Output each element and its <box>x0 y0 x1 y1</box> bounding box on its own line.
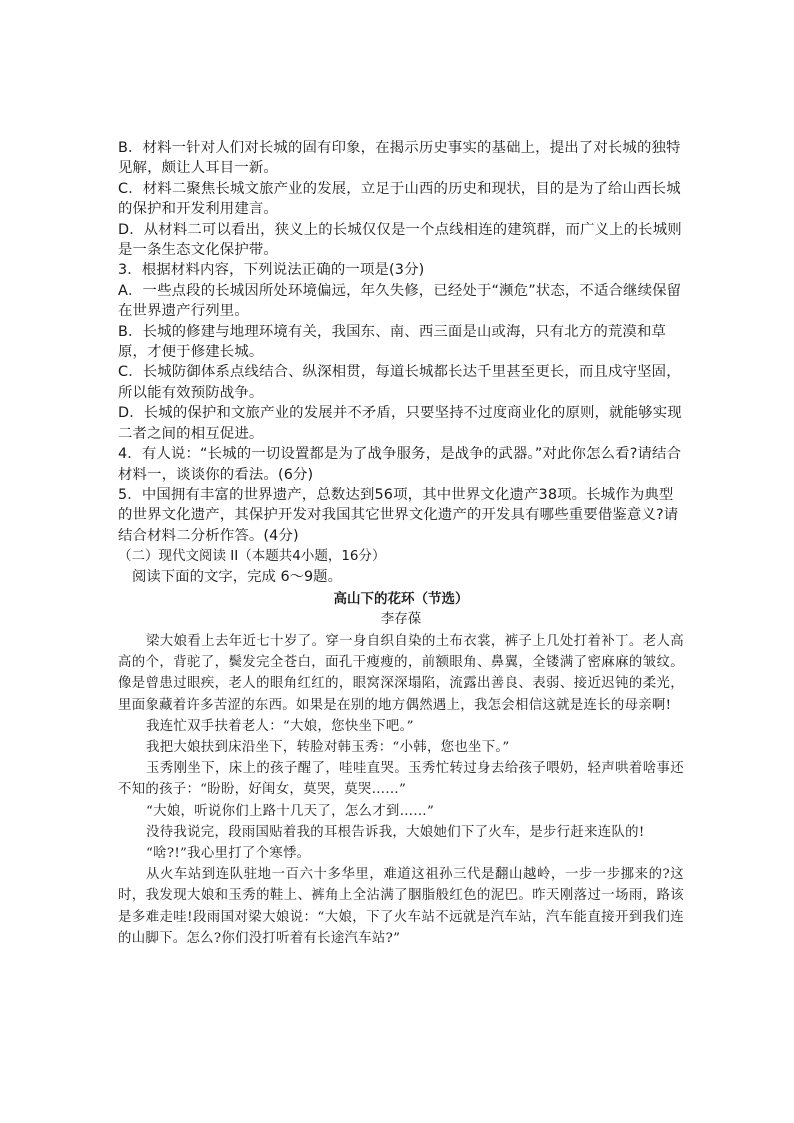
page-content <box>118 138 684 949</box>
story-paragraph: 从火车站到连队驻地一百六十多华里，难道这祖孙三代是翻山越岭，一步一步挪来的?这时，我发现大娘和玉秀的鞋上、裤角上全沾满了胭脂般红色的泥巴。昨天刚落过一场雨，路该是多难走哇!段雨国对梁大娘说：“大娘，下了火车站不远就是汽车站，汽车能直接开到我们连的山脚下。怎么?你们没打听着有长途汽车站?” <box>118 867 684 946</box>
q2-option-b: B．材料一针对人们对长城的固有印象，在揭示历史事实的基础上，提出了对长城的独特见解，颇让人耳目一新。 <box>118 140 681 177</box>
q3-option-d: D．长城的保护和文旅产业的发展并不矛盾，只要坚持不过度商业化的原则，就能够实现二者之间的相互促进。 <box>118 405 682 442</box>
q2-option-d: D．从材料二可以看出，狭义上的长城仅仅是一个点线相连的建筑群，而广义上的长城则是一条生态文化保护带。 <box>118 221 682 259</box>
story-paragraph: 玉秀刚坐下，床上的孩子醒了，哇哇直哭。玉秀忙转过身去给孩子喂奶，轻声哄着啥事还不知的孩子：“盼盼，好闺女，莫哭，莫哭……” <box>118 761 684 798</box>
question-5: 5．中国拥有丰富的世界遗产，总数达到56项，其中世界文化遗产38项。长城作为典型的世界文化遗产，其保护开发对我国其它世界文化遗产的开发具有哪些重要借鉴意义?请结合材料二分析作答。(4分) <box>118 486 679 544</box>
story-paragraph: 我连忙双手扶着老人：“大娘，您快坐下吧。” <box>146 718 414 734</box>
section-heading: （二）现代文阅读 II（本题共4小题，16分） <box>118 548 386 565</box>
reading-instruction: 阅读下面的文字，完成 6～9题。 <box>132 568 342 585</box>
q3-option-b: B．长城的修建与地理环境有关，我国东、南、西三面是山或海，只有北方的荒漠和草原，才便于修建长城。 <box>118 323 667 361</box>
story-paragraph: 梁大娘看上去年近七十岁了。穿一身自织自染的土布衣裳，裤子上几处打着补丁。老人高高的个，背驼了，鬓发完全苍白，面孔干瘦瘦的，前额眼角、鼻翼，全镂满了密麻麻的皱纹。像是曾患过眼疾，老人的眼角红红的，眼窝深深塌陷，流露出善良、表弱、接近迟钝的柔光，里面象藏着许多苦涩的东西。如果是在别的地方偶然遇上，我怎会相信这就是连长的母亲啊! <box>118 633 684 713</box>
story-paragraph: “啥?!”我心里打了个寒悸。 <box>146 845 311 861</box>
story-paragraph: 我把大娘扶到床沿坐下，转脸对韩玉秀：“小韩，您也坐下。” <box>146 739 510 755</box>
q3-option-a: A．一些点段的长城因所处环境偏远，年久失修，已经处于“濒危”状态，不适合继续保留在世界遗产行列里。 <box>118 282 682 320</box>
q2-option-c: C．材料二聚焦长城文旅产业的发展，立足于山西的历史和现状，目的是为了给山西长城的保护和开发利用建言。 <box>118 180 681 218</box>
q3-option-c: C．长城防御体系点线结合、纵深相贯，每道长城都长达千里甚至更长，而且戍守坚固，所以能有效预防战争。 <box>118 364 681 401</box>
story-author: 李存葆 <box>380 610 422 627</box>
story-title: 高山下的花环（节选） <box>333 590 469 607</box>
story-paragraph: “大娘，听说你们上路十几天了，怎么才到……” <box>146 803 435 819</box>
question-3: 3．根据材料内容，下列说法正确的一项是(3分) <box>118 262 425 279</box>
question-4: 4．有人说：“长城的一切设置都是为了战争服务，是战争的武器。”对此你怎么看?请结合材料一，谈谈你的看法。(6分) <box>118 446 682 483</box>
story-paragraph: 没待我说完，段雨国贴着我的耳根告诉我，大娘她们下了火车，是步行赶来连队的! <box>146 824 645 840</box>
